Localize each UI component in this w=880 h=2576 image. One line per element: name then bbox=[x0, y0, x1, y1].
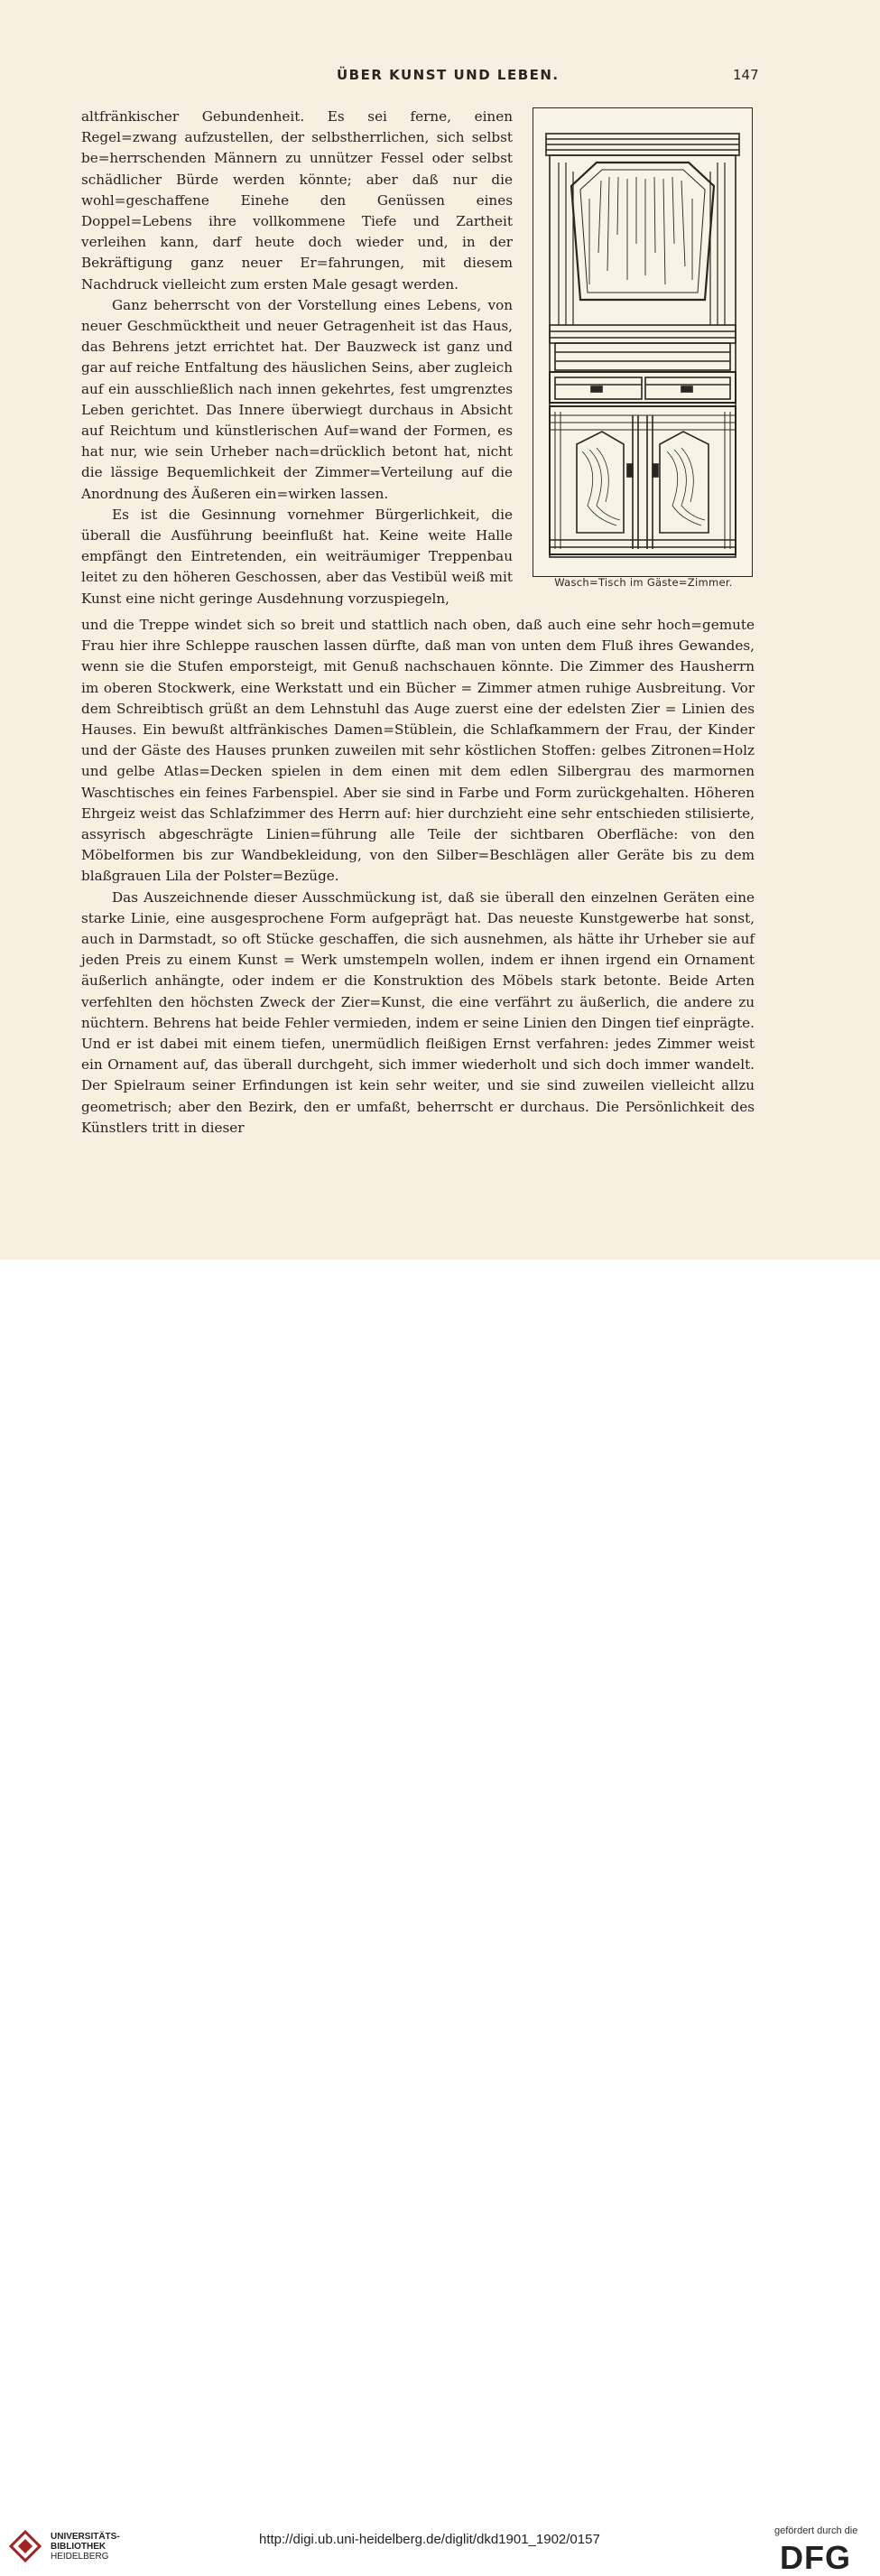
paragraph: Es ist die Gesinnung vornehmer Bürgerlichkeit, die überall die Ausführung beeinflußt hat. Keine weite Halle empfängt den Eintretenden, ein weiträumiger Treppenbau leitet zu den höheren Geschossen, aber das Vestibül weiß mit Kunst eine nicht geringe Ausdehnung vorzuspiegeln, bbox=[81, 506, 513, 607]
viewer-footer bbox=[0, 1260, 880, 2576]
dfg-logo: DFG bbox=[780, 2539, 851, 2576]
running-header: ÜBER KUNST UND LEBEN. bbox=[337, 67, 560, 83]
washstand-illustration bbox=[533, 107, 753, 577]
funding-note: gefördert durch die bbox=[774, 2525, 858, 2536]
paragraph: Das Auszeichnende dieser Ausschmückung ist, daß sie überall den einzelnen Geräten eine starke Linie, eine ausgesprochene Form aufgeprägt hat. Das neueste Kunstgewerbe hat sonst, auch in Darmstadt, so oft Stücke geschaffen, die sich ausnehmen, als hätte ihr Urheber sie auf jeden Preis zu einem Kunst = Werk umstempeln wollen, indem er ihnen irgend ein Ornament äußerlich anhängte, oder indem er die Konstruktion des Möbels stark betonte. Beide Arten verfehlten den höchsten Zweck der Zier=Kunst, die eine verfährt zu äußerlich, die andere zu nüchtern. Behrens hat beide Fehler vermieden, indem er seine Linien den Dingen tief einprägte. Und er ist dabei mit einem tiefen, unermüdlich fleißigen Ernst verfahren: jedes Zimmer weist ein Ornament auf, das überall durchgeht, sich immer wiederholt und sich doch immer wandelt. Der Spielraum seiner Erfindungen ist kein sehr weiter, und sie sind zuweilen vielleicht allzu geometrisch; aber den Bezirk, den er umfaßt, beherrscht er durchaus. Die Persönlichkeit des Künstlers tritt in dieser bbox=[81, 888, 755, 1136]
scanned-page bbox=[0, 0, 880, 1260]
page-number: 147 bbox=[733, 67, 759, 83]
full-width-text-block bbox=[81, 615, 755, 1139]
column-text-block bbox=[81, 107, 513, 609]
figure-caption: Wasch=Tisch im Gäste=Zimmer. bbox=[554, 576, 733, 589]
library-name: UNIVERSITÄTS- BIBLIOTHEK HEIDELBERG bbox=[51, 2532, 120, 2562]
washstand-drawing bbox=[533, 108, 751, 575]
paragraph: und die Treppe windet sich so breit und stattlich nach oben, daß auch eine sehr hoch=gemute Frau hier ihre Schleppe rauschen lassen dürfte, daß man von unten dem Fluß ihres Gewandes, wenn sie die Stufen emporsteigt, mit Genuß nachschauen könnte. Die Zimmer des Hausherrn im oberen Stockwerk, eine Werkstatt und ein Bücher = Zimmer atmen ruhige Ausbreitung. Vor dem Schreibtisch grüßt an dem Lehnstuhl das Auge zuerst eine der edelsten Zier = Linien des Hauses. Ein bewußt altfränkisches Damen=Stüblein, die Schlafkammern der Frau, der Kinder und der Gäste des Hauses prunken zuweilen mit sehr köstlichen Stoffen: gelbes Zitronen=Holz und gelbe Atlas=Decken spielen in dem einen mit dem edlen Silbergrau des marmornen Waschtisches ein feines Farbenspiel. Aber sie sind in Farbe und Form zurückgehalten. Höheren Ehrgeiz weist das Schlafzimmer des Herrn auf: hier durchzieht eine sehr entschieden stilisierte, assyrisch abgeschrägte Linien=führung alle Teile der sichtbaren Oberfläche: von den Möbelformen bis zur Wandbekleidung, von den Silber=Beschlägen aller Geräte bis zu dem blaßgrauen Lila der Polster=Bezüge. bbox=[81, 617, 755, 885]
paragraph: altfränkischer Gebundenheit. Es sei ferne, einen Regel=zwang aufzustellen, der selbstherrlichen, sich selbst be=herrschenden Männern zu unnützer Fessel oder selbst schädlicher Bürde werden könnte; aber daß nur die wohl=geschaffene Einehe den Genüssen eines Doppel=Lebens ihre vollkommene Tiefe und Zartheit verleihen kann, darf heute doch wieder und, in der Bekräftigung ganz neuer Er=fahrungen, mit diesem Nachdruck vielleicht zum ersten Male gesagt werden. bbox=[81, 108, 513, 293]
document-url-link[interactable]: http://digi.ub.uni-heidelberg.de/diglit/dkd1901_1902/0157 bbox=[259, 2532, 600, 2547]
paragraph: Ganz beherrscht von der Vorstellung eines Lebens, von neuer Geschmücktheit und neuer Getragenheit ist das Haus, das Behrens jetzt errichtet hat. Der Bauzweck ist ganz und gar auf reiche Entfaltung des häuslichen Seins, aber zugleich auf ein ausschließlich nach innen gekehrtes, fest umgrenztes Leben gerichtet. Das Innere überwiegt durchaus in Absicht auf Reichtum und künstlerischen Auf=wand der Formen, es hat nur, wie sein Urheber nach=drücklich betont hat, nicht die lässige Bequemlichkeit der Zimmer=Verteilung auf die Anordnung des Äußeren ein=wirken lassen. bbox=[81, 296, 513, 502]
university-library-logo-icon bbox=[9, 2530, 42, 2562]
